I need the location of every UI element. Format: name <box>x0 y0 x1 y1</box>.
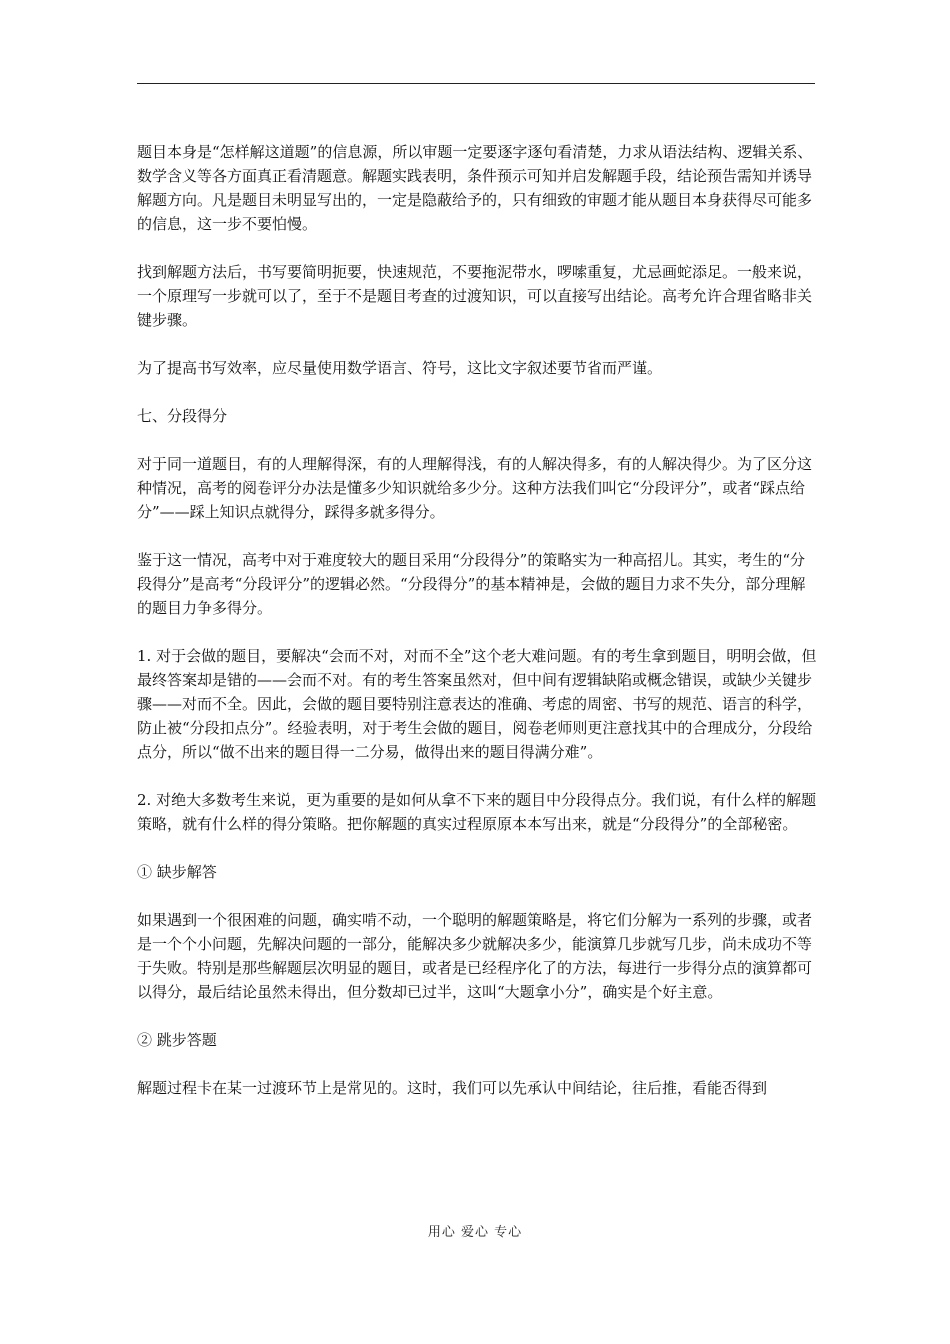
paragraph-2: 找到解题方法后，书写要简明扼要，快速规范，不要拖泥带水，啰嗦重复，尤忌画蛇添足。一般来说，一个原理写一步就可以了，至于不是题目考查的过渡知识，可以直接写出结论。高考允许合理省略非关键步骤。 <box>137 263 813 329</box>
page-footer: 用心 爱心 专心 <box>427 1225 523 1240</box>
paragraph-1: 题目本身是“怎样解这道题”的信息源，所以审题一定要逐字逐句看清楚，力求从语法结构、逻辑关系、数学含义等各方面真正看清题意。解题实践表明，条件预示可知并启发解题手段，结论预告需知并诱导解题方向。凡是题目未明显写出的，一定是隐蔽给予的，只有细致的审题才能从题目本身获得尽可能多的信息，这一步不要怕慢。 <box>137 143 813 233</box>
paragraph-7: 2. 对绝大多数考生来说，更为重要的是如何从拿不下来的题目中分段得点分。我们说，有什么样的解题策略，就有什么样的得分策略。把你解题的真实过程原原本本写出来，就是“分段得分”的全部秘密。 <box>137 791 817 833</box>
paragraph-6: 1. 对于会做的题目，要解决“会而不对，对而不全”这个老大难问题。有的考生拿到题目，明明会做，但最终答案却是错的——会而不对。有的考生答案虽然对，但中间有逻辑缺陷或概念错误，或缺少关键步骤——对而不全。因此，会做的题目要特别注意表达的准确、考虑的周密、书写的规范、语言的科学，防止被“分段扣点分”。经验表明，对于考生会做的题目，阅卷老师则更注意找其中的合理成分，分段给点分，所以“做不出来的题目得一二分易，做得出来的题目得满分难”。 <box>137 647 817 761</box>
paragraph-9: 解题过程卡在某一过渡环节上是常见的。这时，我们可以先承认中间结论，往后推，看能否得到 <box>137 1079 768 1097</box>
subheading-2: ② 跳步答题 <box>137 1031 217 1049</box>
paragraph-8: 如果遇到一个很困难的问题，确实啃不动，一个聪明的解题策略是，将它们分解为一系列的步骤，或者是一个个小问题，先解决问题的一部分，能解决多少就解决多少，能演算几步就写几步，尚未成功不等于失败。特别是那些解题层次明显的题目，或者是已经程序化了的方法，每进行一步得分点的演算都可以得分，最后结论虽然未得出，但分数却已过半，这叫“大题拿小分”，确实是个好主意。 <box>137 911 813 1001</box>
header-rule <box>137 83 815 84</box>
paragraph-3: 为了提高书写效率，应尽量使用数学语言、符号，这比文字叙述要节省而严谨。 <box>137 359 663 377</box>
paragraph-4: 对于同一道题目，有的人理解得深，有的人理解得浅，有的人解决得多，有的人解决得少。为了区分这种情况，高考的阅卷评分办法是懂多少知识就给多少分。这种方法我们叫它“分段评分”，或者“踩点给分”——踩上知识点就得分，踩得多就多得分。 <box>137 455 813 521</box>
subheading-1: ① 缺步解答 <box>137 863 217 881</box>
section-heading-7: 七、分段得分 <box>137 407 228 425</box>
document-body <box>137 140 817 1124</box>
paragraph-5: 鉴于这一情况，高考中对于难度较大的题目采用“分段得分”的策略实为一种高招儿。其实，考生的“分段得分”是高考“分段评分”的逻辑必然。“分段得分”的基本精神是，会做的题目力求不失分，部分理解的题目力争多得分。 <box>137 551 806 617</box>
